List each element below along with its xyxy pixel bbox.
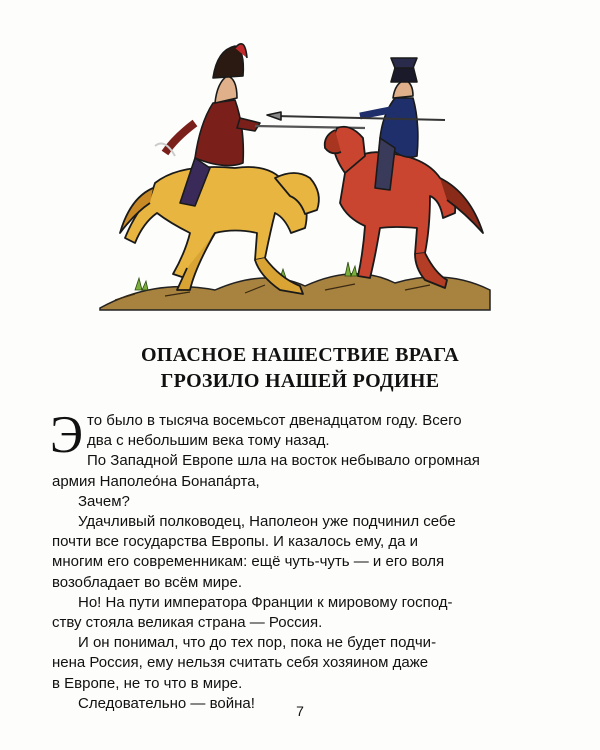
paragraph-4-line-4: возобладает во всём мире. [52,573,242,591]
paragraph-2-line-1: По Западной Европе шла на восток небывало огромная [87,452,480,470]
page-number: 7 [296,703,304,719]
paragraph-3: Зачем? [78,492,130,510]
paragraph-7: Следовательно — война! [78,694,255,712]
paragraph-1-line-2: два с небольшим века тому назад. [87,432,330,450]
paragraph-6-line-1: И он понимал, что до тех пор, пока не будет подчи- [78,634,437,652]
section-heading [0,342,600,394]
paragraph-4-line-1: Удачливый полководец, Наполеон уже подчинил себе [78,513,456,531]
paragraph-6-line-3: в Европе, не то что в мире. [52,674,243,692]
heading-line-2: ГРОЗИЛО НАШЕЙ РОДИНЕ [160,370,440,392]
paragraph-4-line-2: почти все государства Европы. И казалось ему, да и [52,533,418,551]
cavalry-battle-illustration [95,28,495,318]
story-text [50,404,552,714]
paragraph-5-line-1: Но! На пути императора Франции к мировому господ- [78,593,453,611]
paragraph-4-line-3: многим его современникам: ещё чуть-чуть — и его воля [52,553,445,571]
drop-cap: Э [50,404,84,464]
heading-line-1: ОПАСНОЕ НАШЕСТВИЕ ВРАГА [140,344,460,366]
paragraph-2-line-2: армия Наполео́на Бонапа́рта, [52,472,260,490]
paragraph-5-line-2: ству стояла великая страна — Россия. [52,614,323,632]
paragraph-1-line-1: то было в тысяча восемьсот двенадцатом году. Всего [87,412,462,429]
paragraph-6-line-2: нена Россия, ему нельзя считать себя хозяином даже [52,654,429,672]
